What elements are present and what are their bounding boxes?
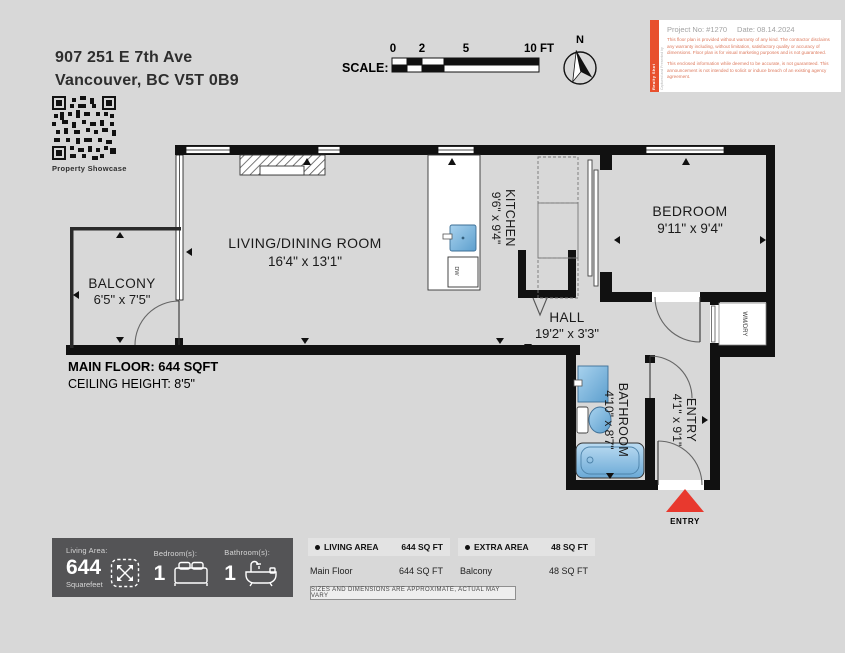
balcony-dims: 6'5" x 7'5" xyxy=(93,292,151,307)
room-labels xyxy=(88,189,727,457)
table-row xyxy=(458,556,595,576)
main-floor-note: MAIN FLOOR: 644 SQFT xyxy=(68,359,219,374)
table-row xyxy=(308,556,450,576)
entry-arrow xyxy=(666,489,704,526)
address-line2: Vancouver, BC V5T 0B9 xyxy=(55,72,239,90)
dishwasher xyxy=(448,257,478,287)
extra-area-header-label: EXTRA AREA xyxy=(474,542,529,552)
svg-text:BATHROOM: BATHROOM xyxy=(616,382,630,458)
project-date: Date: 08.14.2024 xyxy=(737,25,795,34)
living-area-header-label: LIVING AREA xyxy=(324,542,379,552)
bathrooms-summary xyxy=(224,548,279,587)
scale-bar xyxy=(342,43,554,75)
svg-text:ENTRY: ENTRY xyxy=(670,517,700,526)
hall-dims: 19'2" x 3'3" xyxy=(534,326,600,341)
living-area-table-header xyxy=(308,538,450,556)
captured-by-label: Captured and Presented by xyxy=(660,47,664,90)
svg-text:0: 0 xyxy=(389,43,397,55)
area-expand-icon xyxy=(110,558,140,588)
living-room-dims: 16'4" x 13'1" xyxy=(267,254,343,269)
living-area-header-value: 644 SQ FT xyxy=(401,542,443,552)
hall-label: HALL xyxy=(549,310,585,325)
row-label: Balcony xyxy=(460,566,493,576)
summary-bar xyxy=(52,538,293,597)
fireplace xyxy=(240,155,325,175)
svg-text:WM/DRY: WM/DRY xyxy=(741,311,747,337)
row-value: 48 SQ FT xyxy=(548,566,588,576)
svg-text:N: N xyxy=(576,34,584,46)
entry-label xyxy=(670,394,698,446)
svg-text:5: 5 xyxy=(462,43,470,55)
washer-dryer-closet xyxy=(719,303,766,345)
bedrooms-summary xyxy=(154,549,211,587)
bathrooms-value: 1 xyxy=(224,561,236,585)
svg-text:KITCHEN: KITCHEN xyxy=(503,189,517,247)
svg-text:4'1" x 9'1": 4'1" x 9'1" xyxy=(670,393,684,447)
living-area-summary xyxy=(66,546,140,589)
north-compass-icon xyxy=(564,34,596,84)
disclaimer-text-2: This enclosed information while deemed to be accurate, is not guaranteed. This announcement is not intended to solicit or induce breach of an existing agency agreement. xyxy=(667,60,829,80)
dot-icon xyxy=(465,545,470,550)
bathrooms-label: Bathroom(s): xyxy=(224,548,271,557)
address-line1: 907 251 E 7th Ave xyxy=(55,49,193,66)
svg-text:ENTRY: ENTRY xyxy=(684,397,698,443)
disclaimer-text-1: This floor plan is provided without warranty of any kind. The contractor disclaims any warranty including, without limitation, satisfactory quality or accuracy of dimensions. Floor plan is for visual marketing purposes and is not guaranteed. xyxy=(667,37,830,56)
svg-text:10 FT: 10 FT xyxy=(523,43,555,55)
bedrooms-label: Bedroom(s): xyxy=(153,548,198,558)
svg-text:9'6" x 9'4": 9'6" x 9'4" xyxy=(489,191,503,245)
property-address xyxy=(55,46,239,92)
bedrooms-value: 1 xyxy=(153,561,166,585)
bed-icon xyxy=(172,560,210,587)
living-area-label: Living Area: xyxy=(65,546,108,555)
bathroom-label xyxy=(602,383,630,458)
svg-text:2: 2 xyxy=(418,43,426,55)
sliding-door xyxy=(588,160,598,286)
disclaimer-box xyxy=(650,20,841,92)
dot-icon xyxy=(315,545,320,550)
row-label: Main Floor xyxy=(310,566,353,576)
extra-area-header-value: 48 SQ FT xyxy=(551,542,588,552)
svg-text:SCALE:: SCALE: xyxy=(342,61,389,75)
living-area-value: 644 xyxy=(65,556,102,579)
extra-area-table-header xyxy=(458,538,595,556)
kitchen-label xyxy=(489,189,517,247)
row-value: 644 SQ FT xyxy=(398,566,443,576)
dimensions-disclaimer: SIZES AND DIMENSIONS ARE APPROXIMATE, ACTUAL MAY VARY xyxy=(310,586,516,600)
walls xyxy=(66,145,775,490)
bedroom-dims: 9'11" x 9'4" xyxy=(657,221,723,236)
qr-code xyxy=(52,96,116,160)
project-number: Project No: #1270 xyxy=(667,25,728,34)
extra-area-table xyxy=(458,538,595,576)
living-room-label: LIVING/DINING ROOM xyxy=(228,235,382,251)
svg-text:DW: DW xyxy=(453,266,459,276)
ceiling-height-note: CEILING HEIGHT: 8'5" xyxy=(68,377,195,391)
bathtub-icon xyxy=(243,559,279,587)
bedroom-label: BEDROOM xyxy=(652,203,728,219)
living-area-unit: Squarefeet xyxy=(65,580,103,589)
balcony-label: BALCONY xyxy=(88,276,156,291)
qr-caption: Property Showcase xyxy=(52,164,127,173)
brand-logo: Realty Shot xyxy=(651,63,656,90)
svg-text:4'10" x 8'7": 4'10" x 8'7" xyxy=(602,390,616,450)
living-area-table xyxy=(308,538,450,576)
